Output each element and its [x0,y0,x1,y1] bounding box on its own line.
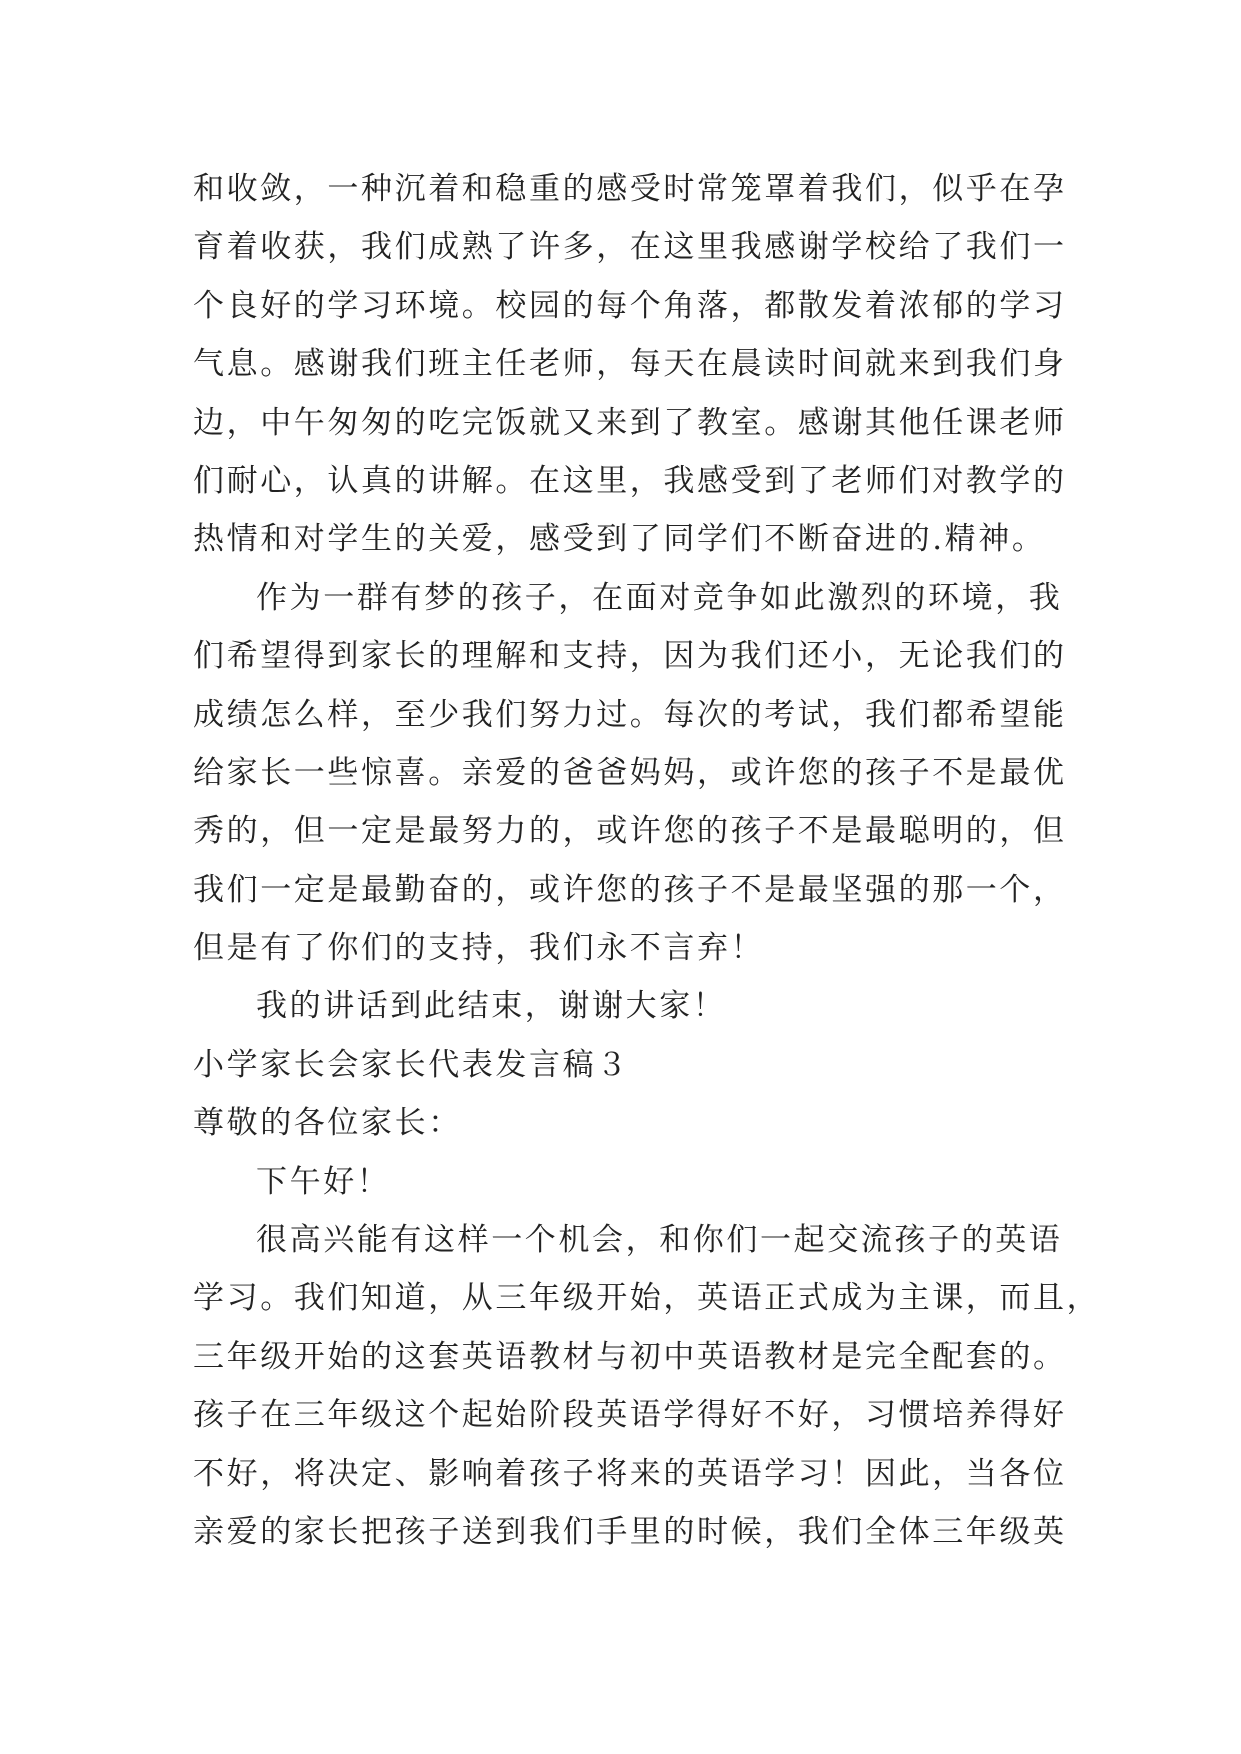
text-line: 气息。感谢我们班主任老师，每天在晨读时间就来到我们身 [193,346,1067,383]
paragraph-start-line: 很高兴能有这样一个机会，和你们一起交流孩子的英语 [256,1222,1063,1259]
text-line: 学习。我们知道，从三年级开始，英语正式成为主课，而且， [193,1280,1101,1317]
text-line: 三年级开始的这套英语教材与初中英语教材是完全配套的。 [193,1338,1067,1375]
text-line: 给家长一些惊喜。亲爱的爸爸妈妈，或许您的孩子不是最优 [193,754,1067,791]
closing-remark: 我的讲话到此结束，谢谢大家！ [256,988,727,1025]
greeting: 下午好！ [256,1163,391,1200]
document-body [193,160,1101,1561]
text-line: 个良好的学习环境。校园的每个角落，都散发着浓郁的学习 [193,287,1067,324]
text-line: 育着收获，我们成熟了许多，在这里我感谢学校给了我们一 [193,229,1067,266]
text-line: 但是有了你们的支持，我们永不言弃！ [193,930,765,967]
text-line: 热情和对学生的关爱，感受到了同学们不断奋进的.精神。 [193,521,1046,558]
text-line: 们希望得到家长的理解和支持，因为我们还小，无论我们的 [193,638,1067,675]
text-line: 我们一定是最勤奋的，或许您的孩子不是最坚强的那一个， [193,871,1067,908]
text-line: 边，中午匆匆的吃完饭就又来到了教室。感谢其他任课老师 [193,404,1067,441]
paragraph-start-line: 作为一群有梦的孩子，在面对竞争如此激烈的环境，我 [256,579,1063,616]
text-line: 亲爱的家长把孩子送到我们手里的时候，我们全体三年级英 [193,1513,1067,1550]
text-line: 和收敛，一种沉着和稳重的感受时常笼罩着我们，似乎在孕 [193,171,1067,207]
section-heading: 小学家长会家长代表发言稿３ [193,1046,630,1083]
text-line: 们耐心，认真的讲解。在这里，我感受到了老师们对教学的 [193,462,1067,499]
text-line: 孩子在三年级这个起始阶段英语学得好不好，习惯培养得好 [193,1397,1067,1434]
text-line: 秀的，但一定是最努力的，或许您的孩子不是最聪明的，但 [193,813,1067,850]
salutation: 尊敬的各位家长： [193,1105,462,1142]
text-line: 不好，将决定、影响着孩子将来的英语学习！因此，当各位 [193,1455,1067,1492]
text-line: 成绩怎么样，至少我们努力过。每次的考试，我们都希望能 [193,696,1067,733]
